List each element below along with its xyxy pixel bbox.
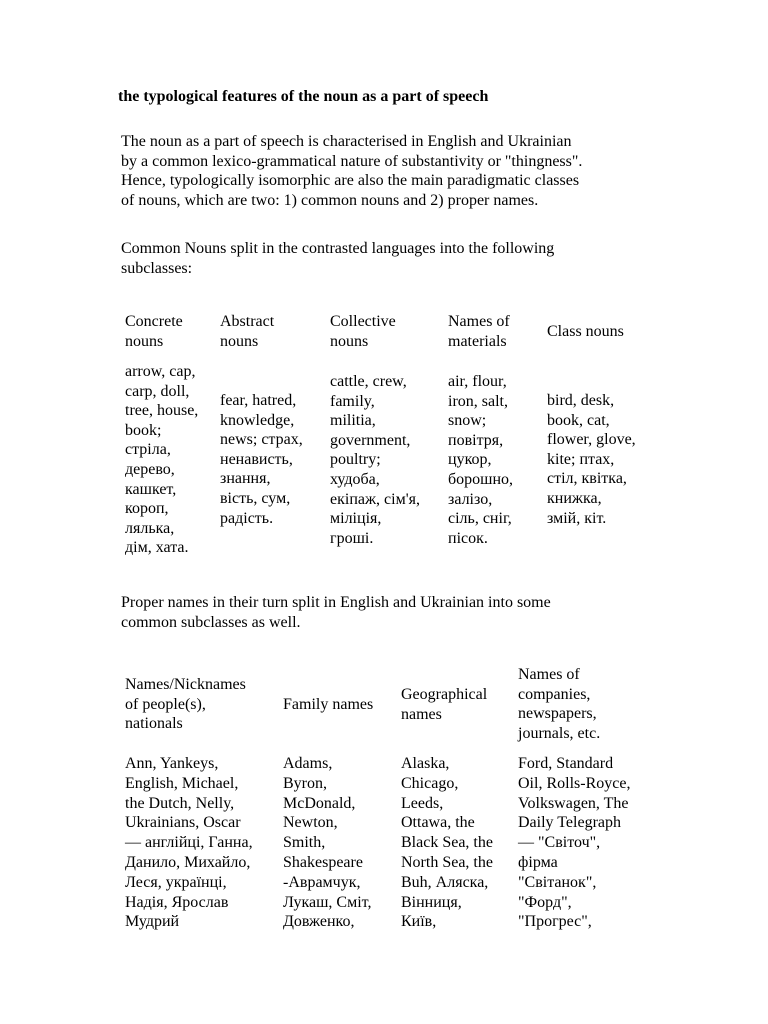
table-header-cell (547, 322, 624, 342)
table-header-cell (283, 695, 373, 715)
header-line: materials (448, 332, 507, 350)
cell-line: flower, glove, (547, 431, 636, 449)
table-header-cell (220, 312, 274, 351)
table-cell (547, 391, 636, 528)
cell-line: книжка, (547, 489, 602, 507)
paragraph-proper-names (121, 593, 661, 632)
cell-line: bird, desk, (547, 392, 615, 409)
header-line: Names/Nicknames (125, 676, 246, 693)
cell-line: arrow, cap, (125, 363, 196, 380)
header-line: Abstract (220, 313, 275, 330)
table-header-cell (401, 685, 487, 724)
text-line: of nouns, which are two: 1) common nouns and 2) proper names. (121, 192, 539, 210)
cell-line: Shakespeare (283, 853, 363, 871)
cell-line: English, Michael, (125, 774, 239, 792)
header-line: Family names (283, 696, 374, 713)
cell-line: худоба, (330, 470, 380, 488)
cell-line: poultry; (330, 451, 381, 469)
cell-line: tree, house, (125, 402, 199, 420)
cell-line: Adams, (283, 755, 333, 772)
cell-line: Smith, (283, 834, 326, 852)
cell-line: гроші. (330, 529, 374, 547)
header-line: nouns (220, 332, 259, 350)
header-line: Concrete (125, 313, 183, 330)
cell-line: Надія, Ярослав (125, 893, 229, 911)
cell-line: Ukrainians, Oscar (125, 814, 241, 832)
table-header-cell (330, 312, 396, 351)
cell-line: Лукаш, Сміт, (283, 893, 372, 911)
header-line: nouns (330, 332, 369, 350)
header-line: Names of (518, 666, 580, 683)
text-line: Proper names in their turn split in English and Ukrainian into some (121, 594, 551, 611)
cell-line: carp, doll, (125, 382, 190, 400)
cell-line: "Прогрес", (518, 913, 592, 931)
table-cell (401, 754, 493, 932)
table-header-cell (448, 312, 510, 351)
cell-line: міліція, (330, 510, 382, 528)
page-title: the typological features of the noun as a part of speech (118, 88, 489, 105)
cell-line: цукор, (448, 451, 492, 469)
header-line: newspapers, (518, 705, 597, 723)
table-header-cell (125, 675, 246, 734)
cell-line: Chicago, (401, 774, 459, 792)
cell-line: лялька, (125, 519, 175, 537)
cell-line: Newton, (283, 814, 338, 832)
cell-line: North Sea, the (401, 853, 493, 871)
cell-line: кашкет, (125, 480, 177, 498)
cell-line: радість. (220, 509, 274, 527)
table-cell (518, 754, 630, 932)
cell-line: -Аврамчук, (283, 873, 361, 891)
cell-line: Мудрий (125, 913, 180, 931)
cell-line: family, (330, 392, 375, 410)
text-line: Hence, typologically isomorphic are also the main paradigmatic classes (121, 172, 580, 190)
cell-line: snow; (448, 412, 487, 430)
header-line: companies, (518, 685, 591, 703)
cell-line: Київ, (401, 913, 437, 931)
paragraph-intro (121, 132, 661, 211)
header-line: of people(s), (125, 695, 206, 713)
cell-line: Вінниця, (401, 893, 462, 911)
cell-line: "Світанок", (518, 873, 597, 891)
text-line: Common Nouns split in the contrasted languages into the following (121, 240, 555, 257)
cell-line: стіл, квітка, (547, 470, 627, 488)
cell-line: the Dutch, Nelly, (125, 794, 235, 812)
cell-line: Daily Telegraph (518, 814, 621, 832)
cell-line: змій, кіт. (547, 509, 607, 527)
header-line: journals, etc. (518, 724, 601, 742)
cell-line: air, flour, (448, 373, 507, 390)
header-line: Names of (448, 313, 510, 330)
cell-line: залізо, (448, 490, 493, 508)
cell-line: Ford, Standard (518, 755, 614, 772)
cell-line: Byron, (283, 774, 327, 792)
cell-line: iron, salt, (448, 392, 508, 410)
cell-line: пісок. (448, 529, 488, 547)
table-cell (125, 362, 198, 558)
cell-line: book; (125, 421, 162, 439)
cell-line: повітря, (448, 431, 504, 449)
text-line: The noun as a part of speech is characterised in English and Ukrainian (121, 133, 572, 150)
cell-line: ненависть, (220, 450, 293, 468)
cell-line: екіпаж, сім'я, (330, 490, 420, 508)
cell-line: kite; птах, (547, 450, 615, 468)
cell-line: фірма (518, 853, 558, 871)
cell-line: knowledge, (220, 411, 295, 429)
table-cell (330, 372, 420, 548)
cell-line: Volkswagen, The (518, 794, 629, 812)
header-line: nationals (125, 715, 183, 733)
text-line: common subclasses as well. (121, 613, 301, 631)
cell-line: — англійці, Ганна, (125, 834, 253, 852)
cell-line: Alaska, (401, 755, 450, 772)
cell-line: стріла, (125, 441, 171, 459)
cell-line: Леся, українці, (125, 873, 227, 891)
cell-line: Oil, Rolls-Royce, (518, 774, 631, 792)
cell-line: сіль, сніг, (448, 510, 512, 528)
header-line: Class nouns (547, 323, 624, 340)
cell-line: вість, сум, (220, 489, 291, 507)
cell-line: — "Світоч", (518, 834, 601, 852)
header-line: names (401, 705, 442, 723)
cell-line: Данило, Михайло, (125, 853, 251, 871)
cell-line: знання, (220, 470, 271, 488)
text-line: subclasses: (121, 259, 193, 277)
cell-line: book, cat, (547, 411, 610, 429)
table-header-cell (125, 312, 183, 351)
cell-line: Ottawa, the (401, 814, 475, 832)
text-line: by a common lexico-grammatical nature of substantivity or "thingness". (121, 152, 583, 170)
cell-line: короп, (125, 500, 169, 518)
cell-line: дім, хата. (125, 539, 189, 557)
header-line: Collective (330, 313, 396, 330)
cell-line: militia, (330, 412, 376, 430)
cell-line: cattle, crew, (330, 373, 407, 390)
cell-line: Black Sea, the (401, 834, 493, 852)
cell-line: fear, hatred, (220, 392, 297, 409)
cell-line: дерево, (125, 460, 175, 478)
cell-line: government, (330, 431, 411, 449)
table-cell (283, 754, 371, 932)
cell-line: Leeds, (401, 794, 444, 812)
header-line: Geographical (401, 686, 488, 703)
cell-line: Довженко, (283, 913, 355, 931)
table-cell (220, 391, 303, 528)
cell-line: Buh, Аляска, (401, 873, 489, 891)
cell-line: "Форд", (518, 893, 572, 911)
table-header-cell (518, 665, 600, 743)
table-cell (125, 754, 253, 932)
paragraph-common-nouns (121, 239, 661, 278)
cell-line: McDonald, (283, 794, 356, 812)
table-cell (448, 372, 513, 548)
cell-line: Ann, Yankeys, (125, 755, 219, 772)
cell-line: news; страх, (220, 431, 303, 449)
header-line: nouns (125, 332, 164, 350)
cell-line: борошно, (448, 470, 514, 488)
